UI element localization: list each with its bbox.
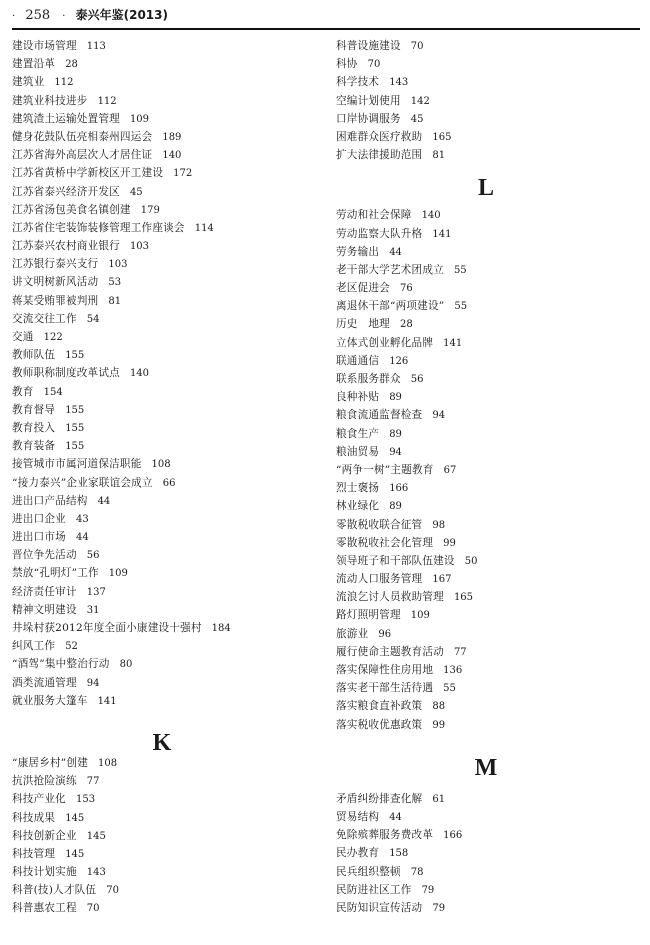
- index-term: 流浪乞讨人员救助管理: [336, 591, 444, 604]
- index-term: 扩大法律援助范围: [336, 149, 423, 162]
- index-column-left: [12, 40, 312, 921]
- index-page-number: 109: [410, 610, 430, 622]
- index-page-number: 70: [410, 41, 424, 52]
- index-page-number: 56: [86, 550, 100, 562]
- index-term: 联通通信: [336, 354, 380, 367]
- index-page-number: 28: [399, 319, 413, 331]
- index-entry: [336, 700, 636, 718]
- index-term: 困难群众医疗救助: [336, 130, 423, 143]
- index-page-number: 55: [454, 301, 468, 313]
- index-term: 科技计划实施: [12, 866, 77, 879]
- index-page-number: 165: [453, 592, 474, 604]
- index-entry: [336, 482, 636, 500]
- index-entry: [12, 349, 312, 367]
- index-entry: [336, 902, 636, 920]
- index-term: 进出口市场: [12, 531, 66, 544]
- index-term: 民兵组织整顿: [336, 865, 401, 878]
- index-term: 立体式创业孵化品牌: [336, 336, 434, 349]
- index-page-number: 70: [106, 885, 119, 897]
- header-rule: [12, 28, 640, 30]
- index-term: 交流交往工作: [12, 312, 77, 325]
- index-entry: [12, 313, 312, 331]
- index-entry: [12, 677, 312, 695]
- index-term: 江苏省住宅装饰装修管理工作座谈会: [12, 221, 185, 234]
- index-term: 江苏银行泰兴支行: [12, 258, 99, 271]
- index-entry: [12, 458, 312, 476]
- index-term: 就业服务大篷车: [12, 694, 88, 707]
- index-term: 禁放“孔明灯”工作: [12, 567, 99, 580]
- index-page-number: 70: [86, 903, 100, 915]
- index-entry: [336, 719, 636, 737]
- index-page-number: 44: [97, 495, 111, 507]
- index-term: 矛盾纠纷排查化解: [336, 792, 423, 805]
- index-page-number: 55: [453, 264, 467, 276]
- index-page-number: 108: [151, 459, 171, 471]
- index-page-number: 145: [86, 830, 106, 842]
- index-entry: [12, 866, 312, 884]
- index-term: 路灯照明管理: [336, 609, 401, 622]
- index-term: 科学技术: [336, 76, 380, 89]
- index-group-m: [336, 793, 636, 920]
- section-letter-l: L: [477, 175, 494, 202]
- index-entry: [12, 367, 312, 385]
- index-term: 科技创新企业: [12, 829, 77, 842]
- index-page-number: 166: [389, 483, 409, 495]
- index-page-number: 80: [119, 659, 133, 671]
- index-page-number: 145: [65, 812, 85, 824]
- index-entry: [336, 76, 636, 94]
- index-page-number: 45: [129, 186, 143, 198]
- index-entry: [336, 264, 636, 282]
- index-page-number: 96: [378, 628, 392, 640]
- index-page-number: 155: [65, 404, 85, 416]
- index-entry: [12, 640, 312, 658]
- header-bullet: ·: [62, 11, 66, 22]
- index-entry: [12, 604, 312, 622]
- index-page-number: 99: [443, 537, 456, 549]
- index-page-number: 167: [432, 574, 452, 586]
- index-term: 劳务输出: [336, 245, 380, 258]
- index-page-number: 43: [75, 513, 89, 525]
- index-page-number: 141: [97, 695, 117, 707]
- index-term: 健身花鼓队伍亮相泰州四运会: [12, 130, 153, 143]
- index-term: 林业绿化: [336, 500, 380, 513]
- index-entry: [336, 228, 636, 246]
- index-term: 教师职称制度改革试点: [12, 367, 120, 380]
- index-term: 讲文明树新风活动: [12, 276, 99, 289]
- index-term: 经济责任审计: [12, 585, 77, 598]
- index-page-number: 94: [86, 677, 100, 689]
- index-term: 老干部大学艺术团成立: [336, 263, 444, 276]
- index-term: 精神文明建设: [12, 603, 77, 616]
- index-entry: [336, 628, 636, 646]
- index-term: 粮油贸易: [336, 445, 380, 458]
- index-page-number: 89: [389, 428, 402, 440]
- index-entry: [12, 549, 312, 567]
- index-entry: [336, 537, 636, 555]
- index-page-number: 166: [443, 830, 463, 842]
- index-entry: [12, 131, 312, 149]
- index-entry: [12, 240, 312, 258]
- index-page-number: 79: [421, 884, 435, 896]
- index-entry: [12, 793, 312, 811]
- index-page-number: 126: [389, 355, 409, 367]
- index-term: 科普惠农工程: [12, 902, 77, 915]
- index-term: 教育督导: [12, 403, 56, 416]
- index-entry: [336, 209, 636, 227]
- index-entry: [12, 658, 312, 676]
- index-entry: [12, 884, 312, 902]
- index-term: “两争一树”主题教育: [336, 463, 434, 476]
- index-page-number: 140: [162, 150, 182, 162]
- index-term: 江苏泰兴农村商业银行: [12, 240, 120, 253]
- index-entry: [336, 464, 636, 482]
- index-page-number: 54: [86, 313, 100, 325]
- index-page-number: 136: [443, 665, 463, 676]
- index-page-number: 44: [389, 246, 402, 258]
- index-term: 晋位争先活动: [12, 549, 77, 562]
- index-term: 进出口产品结构: [12, 494, 88, 507]
- index-term: 江苏省汤包美食名镇创建: [12, 203, 131, 216]
- index-page-number: 165: [432, 131, 452, 143]
- index-entry: [336, 573, 636, 591]
- index-term: 流动人口服务管理: [336, 573, 423, 586]
- index-term: 江苏省泰兴经济开发区: [12, 185, 120, 198]
- page-number: 258: [25, 8, 51, 23]
- index-entry: [336, 318, 636, 336]
- index-term: 纠风工作: [12, 640, 56, 653]
- index-page-number: 77: [453, 646, 467, 658]
- index-term: 落实粮食直补政策: [336, 700, 423, 713]
- book-title: 泰兴年鉴(2013): [75, 8, 168, 22]
- index-entry: [12, 495, 312, 513]
- index-page-number: 179: [140, 204, 160, 216]
- index-page-number: 56: [410, 374, 424, 385]
- index-term: 落实老干部生活待遇: [336, 682, 434, 695]
- index-entry: [336, 664, 636, 682]
- index-term: 劳动和社会保障: [336, 209, 412, 222]
- index-page-number: 145: [65, 848, 85, 860]
- index-term: 粮食流通监督检查: [336, 409, 423, 422]
- index-column-right: [336, 40, 636, 920]
- index-entry: [336, 300, 636, 318]
- index-entry: [336, 811, 636, 829]
- index-entry: [12, 477, 312, 495]
- index-page-number: 143: [389, 77, 409, 89]
- index-page-number: 140: [129, 368, 150, 380]
- index-page-number: 88: [432, 701, 446, 713]
- index-entry: [12, 258, 312, 276]
- index-entry: [12, 204, 312, 222]
- index-term: 贸易结构: [336, 810, 380, 823]
- index-page-number: 109: [129, 113, 150, 125]
- index-entry: [336, 591, 636, 609]
- index-entry: [12, 58, 312, 76]
- index-page-number: 172: [173, 168, 193, 180]
- index-page-number: 28: [65, 59, 78, 71]
- index-page-number: 114: [194, 222, 214, 234]
- index-page-number: 66: [162, 477, 176, 489]
- index-entry: [12, 757, 312, 775]
- index-page-number: 103: [108, 259, 128, 271]
- index-page-number: 81: [108, 295, 122, 307]
- index-page-number: 184: [211, 623, 231, 634]
- index-term: 老区促进会: [336, 282, 390, 295]
- index-term: 免除殡葬服务费改革: [336, 829, 434, 842]
- index-page-number: 76: [399, 283, 413, 295]
- index-term: “康居乡村”创建: [12, 756, 88, 769]
- index-term: 历史 地理: [336, 318, 390, 331]
- index-term: 蒋某受贿罪被判刑: [12, 294, 99, 307]
- index-entry: [336, 884, 636, 902]
- index-page-number: 112: [97, 95, 117, 107]
- index-page-number: 77: [86, 776, 100, 788]
- index-entry: [336, 609, 636, 627]
- index-entry: [336, 95, 636, 113]
- index-group-j: [12, 40, 312, 713]
- index-entry: [12, 295, 312, 313]
- index-entry: [336, 282, 636, 300]
- index-entry: [12, 830, 312, 848]
- index-entry: [336, 337, 636, 355]
- index-entry: [336, 40, 636, 58]
- index-page-number: 81: [432, 150, 446, 162]
- index-entry: [336, 500, 636, 518]
- index-term: 科普设施建设: [336, 40, 401, 52]
- index-page-number: 122: [43, 332, 63, 343]
- index-entry: [12, 902, 312, 920]
- section-letter-m: M: [474, 754, 498, 781]
- index-entry: [12, 812, 312, 830]
- index-entry: [12, 567, 312, 585]
- index-page-number: 79: [432, 902, 446, 914]
- index-entry: [12, 331, 312, 349]
- running-header: [12, 6, 168, 23]
- index-term: 领导班子和干部队伍建设: [336, 554, 455, 567]
- index-term: 科协: [336, 58, 358, 71]
- index-entry: [336, 246, 636, 264]
- index-page-number: 98: [432, 519, 446, 531]
- index-page-number: 103: [129, 241, 150, 253]
- index-entry: [12, 95, 312, 113]
- index-entry: [12, 149, 312, 167]
- index-entry: [12, 848, 312, 866]
- index-page-number: 94: [389, 446, 402, 458]
- index-term: 良种补贴: [336, 391, 380, 404]
- index-term: 民办教育: [336, 847, 380, 860]
- index-page-number: 141: [432, 228, 452, 240]
- index-entry: [12, 422, 312, 440]
- index-page-number: 140: [421, 210, 441, 222]
- index-page-number: 89: [389, 392, 402, 404]
- index-page-number: 50: [464, 555, 478, 567]
- index-entry: [12, 440, 312, 458]
- header-bullet: ·: [12, 11, 16, 22]
- section-letter-k: K: [152, 729, 172, 756]
- index-group-k: [12, 757, 312, 921]
- index-entry: [336, 355, 636, 373]
- index-entry: [12, 186, 312, 204]
- index-page-number: 52: [65, 641, 78, 653]
- index-page-number: 99: [432, 719, 446, 731]
- index-group-l: [336, 209, 636, 736]
- index-entry: [12, 586, 312, 604]
- index-term: 接管城市市属河道保洁职能: [12, 458, 142, 471]
- index-page-number: 137: [86, 586, 106, 598]
- index-term: 江苏省黄桥中学新校区开工建设: [12, 167, 164, 180]
- index-entry: [336, 866, 636, 884]
- index-term: 粮食生产: [336, 427, 380, 440]
- index-term: 零散税收社会化管理: [336, 536, 434, 549]
- index-term: 落实税收优惠政策: [336, 718, 423, 731]
- index-page-number: 153: [75, 794, 96, 806]
- index-group-k-continued: [336, 40, 636, 167]
- index-term: 烈士褒扬: [336, 482, 380, 495]
- index-entry: [336, 373, 636, 391]
- index-page-number: 45: [410, 113, 424, 125]
- index-term: 联系服务群众: [336, 373, 401, 385]
- index-term: 教育投入: [12, 421, 56, 434]
- index-page-number: 70: [367, 59, 381, 71]
- index-term: 教师队伍: [12, 349, 56, 362]
- index-page-number: 44: [75, 532, 89, 544]
- index-page-number: 141: [443, 337, 463, 349]
- index-term: 空编计划使用: [336, 94, 401, 107]
- index-entry: [12, 113, 312, 131]
- index-term: 交通: [12, 331, 34, 343]
- index-page-number: 142: [410, 95, 430, 107]
- index-term: 科技产业化: [12, 793, 66, 806]
- index-entry: [12, 695, 312, 713]
- index-entry: [336, 409, 636, 427]
- index-page-number: 67: [443, 464, 457, 476]
- index-page-number: 109: [108, 568, 128, 580]
- index-entry: [12, 222, 312, 240]
- index-entry: [12, 40, 312, 58]
- index-page-number: 155: [65, 441, 85, 453]
- index-term: 民防知识宣传活动: [336, 901, 423, 914]
- index-entry: [336, 829, 636, 847]
- index-entry: [336, 682, 636, 700]
- index-term: 酒类流通管理: [12, 676, 77, 689]
- index-page-number: 44: [389, 811, 402, 823]
- index-entry: [336, 58, 636, 76]
- index-page-number: 155: [65, 350, 85, 362]
- index-term: 教育: [12, 385, 34, 398]
- index-entry: [12, 404, 312, 422]
- index-term: 落实保障性住房用地: [336, 664, 434, 676]
- index-page-number: 189: [162, 131, 182, 143]
- index-term: 口岸协调服务: [336, 112, 401, 125]
- index-term: 离退休干部“两项建设”: [336, 300, 445, 313]
- index-entry: [12, 76, 312, 94]
- index-term: 劳动监察大队升格: [336, 227, 423, 240]
- index-page-number: 155: [65, 422, 85, 434]
- index-entry: [336, 446, 636, 464]
- index-term: 旅游业: [336, 627, 369, 640]
- index-term: 抗洪抢险演练: [12, 775, 77, 788]
- index-term: 建置沿革: [12, 58, 56, 71]
- index-page-number: 78: [410, 866, 424, 878]
- index-entry: [12, 167, 312, 185]
- index-entry: [12, 775, 312, 793]
- index-entry: [336, 428, 636, 446]
- index-page-number: 89: [389, 501, 402, 513]
- index-page-number: 31: [86, 604, 100, 616]
- index-term: 建设市场管理: [12, 40, 77, 52]
- index-entry: [336, 847, 636, 865]
- index-entry: [336, 646, 636, 664]
- index-term: 进出口企业: [12, 512, 66, 525]
- index-term: 科技成果: [12, 811, 56, 824]
- index-page-number: 143: [86, 867, 106, 879]
- index-page-number: 53: [108, 277, 122, 289]
- index-entry: [336, 391, 636, 409]
- index-page-number: 154: [43, 386, 63, 398]
- index-entry: [336, 131, 636, 149]
- index-term: 建筑渣土运输处置管理: [12, 112, 120, 125]
- index-entry: [336, 113, 636, 131]
- index-entry: [336, 519, 636, 537]
- index-entry: [12, 276, 312, 294]
- index-term: 井垛村获2012年度全面小康建设十强村: [12, 622, 202, 634]
- index-page-number: 112: [54, 77, 74, 89]
- index-entry: [12, 386, 312, 404]
- index-term: 建筑业: [12, 76, 45, 89]
- index-page-number: 108: [98, 757, 118, 769]
- index-page-number: 55: [443, 683, 456, 695]
- index-term: 江苏省海外高层次人才居住证: [12, 149, 153, 162]
- index-term: 建筑业科技进步: [12, 94, 88, 107]
- index-term: 履行使命主题教育活动: [336, 645, 444, 658]
- index-term: 零散税收联合征管: [336, 518, 423, 531]
- index-term: 科技管理: [12, 847, 56, 860]
- index-page-number: 61: [432, 793, 446, 805]
- index-entry: [12, 622, 312, 640]
- index-entry: [12, 531, 312, 549]
- index-term: “接力泰兴”企业家联谊会成立: [12, 476, 153, 489]
- index-entry: [336, 793, 636, 811]
- index-entry: [336, 149, 636, 167]
- index-entry: [336, 555, 636, 573]
- index-entry: [12, 513, 312, 531]
- index-term: 教育装备: [12, 440, 56, 453]
- index-term: 民防进社区工作: [336, 883, 412, 896]
- index-term: 科普(技)人才队伍: [12, 884, 97, 897]
- index-term: “酒驾”集中整治行动: [12, 658, 110, 671]
- index-page-number: 113: [86, 41, 106, 52]
- index-page-number: 94: [432, 410, 446, 422]
- index-page-number: 158: [389, 848, 409, 860]
